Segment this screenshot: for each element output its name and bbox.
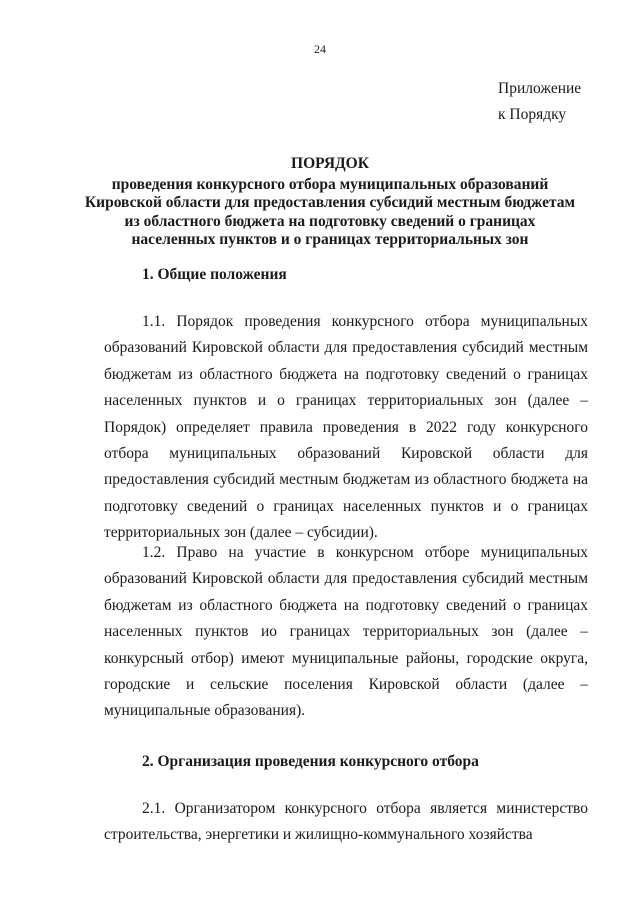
page-number: 24 [314, 42, 326, 56]
title-subtitle-line: проведения конкурсного отбора муниципальных образований [111, 175, 549, 193]
title-subtitle-line: из областного бюджета на подготовку сведений о границах [124, 212, 536, 230]
paragraph-1-1: 1.1. Порядок проведения конкурсного отбора муниципальных образований Кировской области для предоставления субсидий местным бюджетам из областного бюджета на подготовку сведений о границах населенных пунктов и о границах территориальных зон (далее – Порядок) определяет правила проведения в 2022 году конкурсного отбора муниципальных образований Кировской области для предоставления субсидий местным бюджетам из областного бюджета на подготовку сведений о границах населенных пунктов и о границах территориальных зон (далее – субсидии). [104, 313, 588, 542]
title-main: ПОРЯДОК [291, 155, 369, 172]
appendix-line-1: Приложение [498, 80, 582, 97]
paragraph-1-2: 1.2. Право на участие в конкурсном отборе муниципальных образований Кировской области для предоставления субсидий местным бюджетам из областного бюджета на подготовку сведений о границах населенных пунктов ио границах территориальных зон (далее – конкурсный отбор) имеют муниципальные районы, городские округа, городские и сельские поселения Кировской области (далее – муниципальные образования). [104, 544, 588, 720]
paragraph-2-1: 2.1. Организатором конкурсного отбора является министерство строительства, энергетики и жилищно-коммунального хозяйства [104, 800, 588, 844]
title-subtitle-line: Кировской области для предоставления субсидий местным бюджетам [84, 194, 576, 211]
appendix-line-2: к Порядку [498, 106, 567, 123]
section-heading-organization: 2. Организация проведения конкурсного отбора [142, 753, 479, 770]
appendix-note [498, 76, 581, 128]
title-subtitle-line: населенных пунктов и о границах территориальных зон [131, 231, 529, 248]
document-title [60, 155, 600, 250]
section-heading-general: 1. Общие положения [142, 266, 287, 283]
